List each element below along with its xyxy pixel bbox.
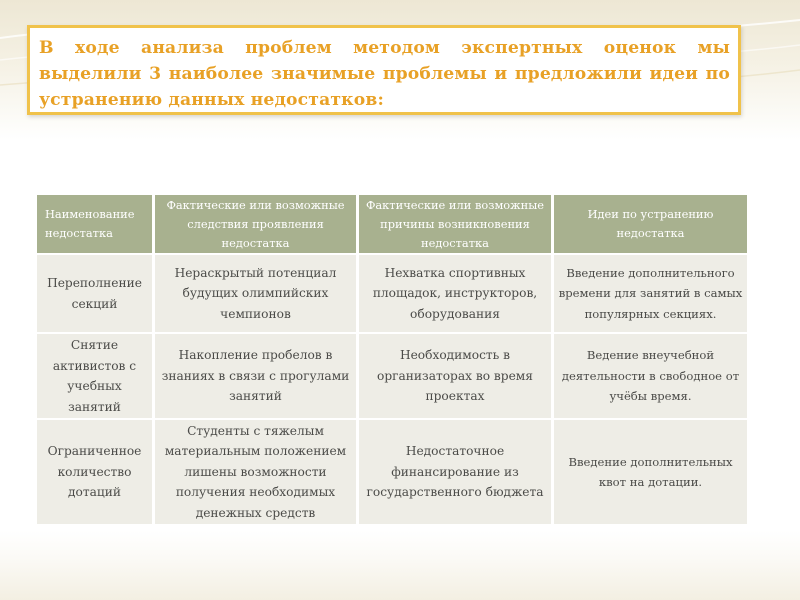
cell-ideas: Ведение внеучебной деятельности в свободное от учёбы время. bbox=[554, 334, 747, 418]
title-box bbox=[27, 25, 741, 115]
table-header-row bbox=[37, 195, 747, 253]
cell-consequences: Накопление пробелов в знаниях в связи с прогулами занятий bbox=[155, 334, 356, 418]
cell-consequences: Нераскрытый потенциал будущих олимпийских чемпионов bbox=[155, 255, 356, 332]
header-causes: Фактические или возможные причины возникновения недостатка bbox=[359, 195, 551, 253]
table-row bbox=[37, 420, 747, 524]
background-bottom bbox=[0, 530, 800, 600]
table-row bbox=[37, 334, 747, 418]
header-consequences: Фактические или возможные следствия проявления недостатка bbox=[155, 195, 356, 253]
cell-causes: Недостаточное финансирование из государственного бюджета bbox=[359, 420, 551, 524]
header-ideas: Идеи по устранению недостатка bbox=[554, 195, 747, 253]
cell-causes: Нехватка спортивных площадок, инструкторов, оборудования bbox=[359, 255, 551, 332]
cell-ideas: Введение дополнительного времени для занятий в самых популярных секциях. bbox=[554, 255, 747, 332]
cell-deficiency: Ограниченное количество дотаций bbox=[37, 420, 152, 524]
cell-ideas: Введение дополнительных квот на дотации. bbox=[554, 420, 747, 524]
cell-consequences: Студенты с тяжелым материальным положением лишены возможности получения необходимых денежных средств bbox=[155, 420, 356, 524]
cell-deficiency: Переполнение секций bbox=[37, 255, 152, 332]
table-row bbox=[37, 255, 747, 332]
problems-table bbox=[34, 193, 750, 526]
cell-deficiency: Снятие активистов с учебных занятий bbox=[37, 334, 152, 418]
header-deficiency: Наименование недостатка bbox=[37, 195, 152, 253]
slide-title: В ходе анализа проблем методом экспертных оценок мы выделили 3 наиболее значимые проблемы и предложили идеи по устранению данных недостатков: bbox=[39, 38, 730, 110]
cell-causes: Необходимость в организаторах во время проектах bbox=[359, 334, 551, 418]
